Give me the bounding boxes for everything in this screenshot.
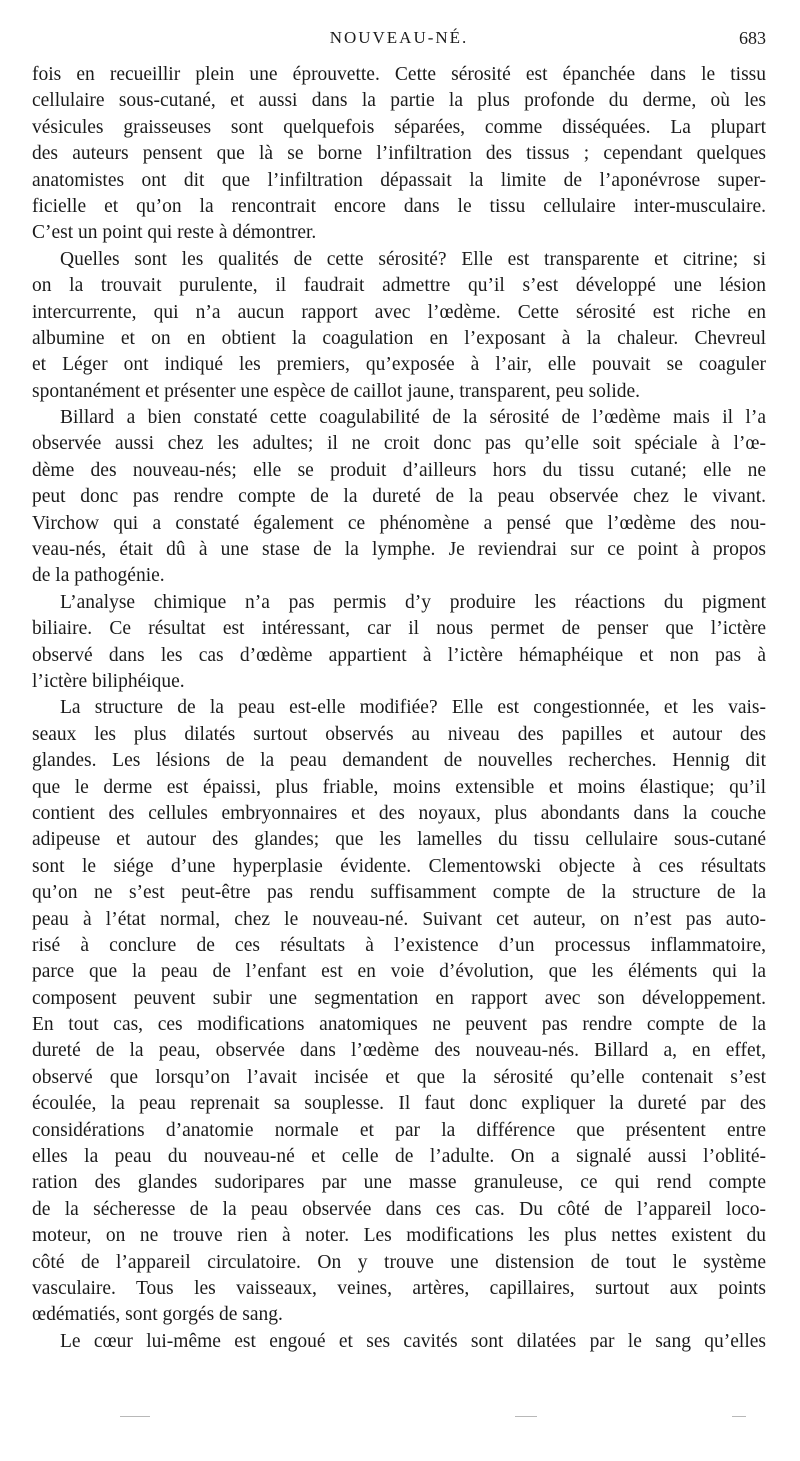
text-line: Quelles sont les qualités de cette sérosité? Elle est transparente et citrine; si bbox=[60, 248, 766, 270]
text-line: ration des glandes sudoripares par une masse granuleuse, ce qui rend compte bbox=[32, 1172, 766, 1194]
page-number: 683 bbox=[739, 28, 766, 48]
text-line: elles la peau du nouveau-né et celle de l’adulte. On a signalé aussi l’oblité- bbox=[32, 1146, 766, 1168]
text-line: L’analyse chimique n’a pas permis d’y produire les réactions du pigment bbox=[60, 591, 766, 613]
text-line: des auteurs pensent que là se borne l’infiltration des tissus ; cependant quelques bbox=[32, 143, 766, 165]
text-line: que le derme est épaissi, plus friable, moins extensible et moins élastique; qu’il bbox=[32, 776, 766, 798]
text-line: Le cœur lui-même est engoué et ses cavités sont dilatées par le sang qu’elles bbox=[60, 1330, 766, 1352]
text-line: sont le siége d’une hyperplasie évidente. Clementowski objecte à ces résultats bbox=[32, 855, 766, 877]
text-line: et Léger ont indiqué les premiers, qu’exposée à l’air, elle pouvait se coaguler bbox=[32, 354, 766, 376]
text-line: œdématiés, sont gorgés de sang. bbox=[32, 1304, 283, 1326]
smudge-mark bbox=[732, 1416, 746, 1417]
text-line: dureté de la peau, observée dans l’œdème des nouveau-nés. Billard a, en effet, bbox=[32, 1040, 766, 1062]
text-line: côté de l’appareil circulatoire. On y trouve une distension de tout le système bbox=[32, 1251, 766, 1273]
text-line: La structure de la peau est-elle modifiée? Elle est congestionnée, et les vais- bbox=[60, 697, 766, 719]
text-line: peut donc pas rendre compte de la dureté de la peau observée chez le vivant. bbox=[32, 486, 766, 508]
text-line: cellulaire sous-cutané, et aussi dans la partie la plus profonde du derme, où les bbox=[32, 90, 766, 112]
text-line: dème des nouveau-nés; elle se produit d’ailleurs hors du tissu cutané; elle ne bbox=[32, 459, 766, 481]
running-head bbox=[32, 28, 766, 56]
text-line: vasculaire. Tous les vaisseaux, veines, artères, capillaires, surtout aux points bbox=[32, 1277, 766, 1299]
text-line: adipeuse et autour des glandes; que les lamelles du tissu cellulaire sous-cutané bbox=[32, 829, 766, 851]
text-line: observé dans les cas d’œdème appartient à l’ictère hémaphéique et non pas à bbox=[32, 644, 766, 666]
text-line: qu’on ne s’est peut-être pas rendu suffisamment compte de la structure de la bbox=[32, 882, 766, 904]
text-line: C’est un point qui reste à démontrer. bbox=[32, 222, 317, 244]
text-line: moteur, on ne trouve rien à noter. Les modifications les plus nettes existent du bbox=[32, 1225, 766, 1247]
text-line: observé que lorsqu’on l’avait incisée et que la sérosité qu’elle contenait s’est bbox=[32, 1066, 766, 1088]
body-text bbox=[32, 62, 766, 1355]
text-line: albumine et on en obtient la coagulation en l’exposant à la chaleur. Chevreul bbox=[32, 327, 766, 349]
text-line: veau-nés, était dû à une stase de la lymphe. Je reviendrai sur ce point à propos bbox=[32, 539, 766, 561]
text-line: parce que la peau de l’enfant est en voie d’évolution, que les éléments qui la bbox=[32, 961, 766, 983]
text-line: risé à conclure de ces résultats à l’existence d’un processus inflammatoire, bbox=[32, 934, 766, 956]
text-line: biliaire. Ce résultat est intéressant, car il nous permet de penser que l’ictère bbox=[32, 618, 766, 640]
text-line: peau à l’état normal, chez le nouveau-né. Suivant cet auteur, on n’est pas auto- bbox=[32, 908, 766, 930]
text-line: Virchow qui a constaté également ce phénomène a pensé que l’œdème des nou- bbox=[32, 512, 766, 534]
text-line: vésicules graisseuses sont quelquefois séparées, comme disséquées. La plupart bbox=[32, 116, 766, 138]
text-line: fois en recueillir plein une éprouvette. Cette sérosité est épanchée dans le tissu bbox=[32, 64, 766, 85]
smudge-mark bbox=[515, 1416, 537, 1417]
text-line: contient des cellules embryonnaires et des noyaux, plus abondants dans la couche bbox=[32, 802, 766, 824]
text-line: composent peuvent subir une segmentation en rapport avec son développement. bbox=[32, 987, 766, 1009]
text-line: ficielle et qu’on la rencontrait encore dans le tissu cellulaire inter-musculaire. bbox=[32, 195, 766, 217]
text-line: seaux les plus dilatés surtout observés au niveau des papilles et autour des bbox=[32, 723, 766, 745]
text-line: Billard a bien constaté cette coagulabilité de la sérosité de l’œdème mais il l’a bbox=[60, 407, 766, 429]
text-line: l’ictère biliphéique. bbox=[32, 670, 185, 692]
text-line: En tout cas, ces modifications anatomiques ne peuvent pas rendre compte de la bbox=[32, 1014, 766, 1036]
text-line: de la pathogénie. bbox=[32, 565, 165, 587]
text-line: écoulée, la peau reprenait sa souplesse. Il faut donc expliquer la dureté par des bbox=[32, 1093, 766, 1115]
text-line: intercurrente, qui n’a aucun rapport avec l’œdème. Cette sérosité est riche en bbox=[32, 301, 766, 323]
text-line: considérations d’anatomie normale et par la différence que présentent entre bbox=[32, 1119, 766, 1141]
text-line: observée aussi chez les adultes; il ne croit donc pas qu’elle soit spéciale à l’œ- bbox=[32, 433, 766, 455]
footer-smudge-marks bbox=[120, 1414, 760, 1420]
running-title: NOUVEAU-NÉ. bbox=[329, 28, 469, 47]
text-line: spontanément et présenter une espèce de caillot jaune, transparent, peu solide. bbox=[32, 380, 641, 402]
text-line: glandes. Les lésions de la peau demandent de nouvelles recherches. Hennig dit bbox=[32, 750, 766, 772]
text-line: on la trouvait purulente, il faudrait admettre qu’il s’est développé une lésion bbox=[32, 275, 766, 297]
text-line: anatomistes ont dit que l’infiltration dépassait la limite de l’aponévrose super- bbox=[32, 169, 766, 191]
text-line: de la sécheresse de la peau observée dans ces cas. Du côté de l’appareil loco- bbox=[32, 1198, 766, 1220]
smudge-mark bbox=[120, 1416, 150, 1417]
